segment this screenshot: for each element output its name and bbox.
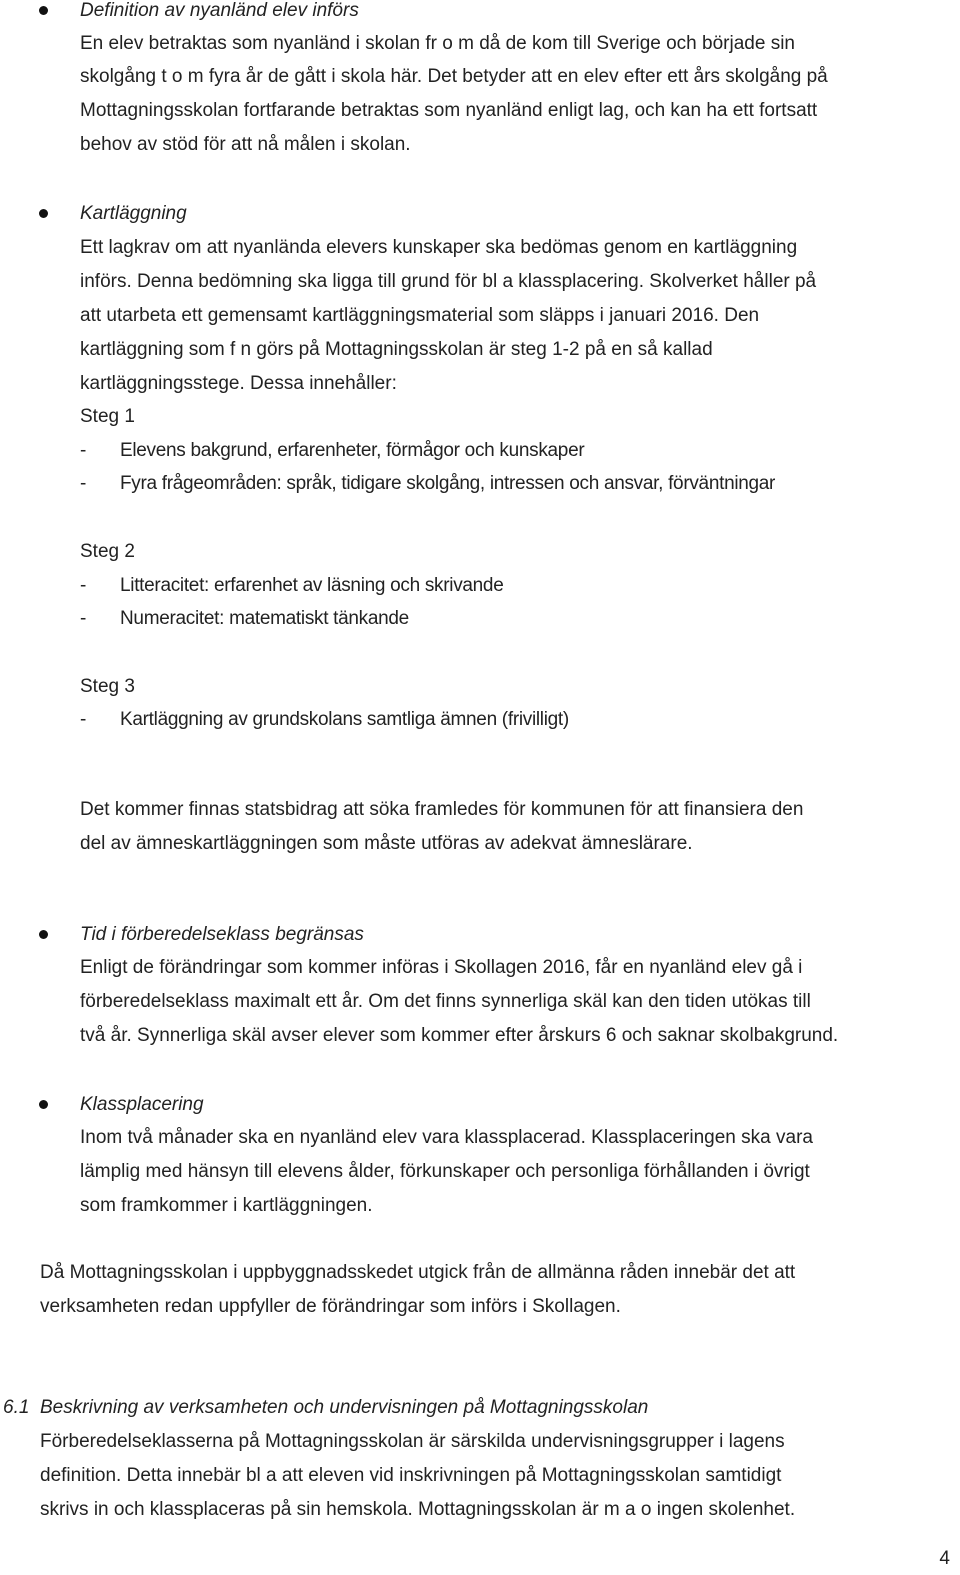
kartlaggning-line-4: kartläggning som f n görs på Mottagningsskolan är steg 1-2 på en så kallad <box>80 339 713 360</box>
definition-line-3: Mottagningsskolan fortfarande betraktas som nyanländ enligt lag, och kan ha ett fortsatt <box>80 100 818 121</box>
list-dash: - <box>80 440 87 461</box>
steg3-item-1: Kartläggning av grundskolans samtliga ämnen (frivilligt) <box>120 709 569 730</box>
steg3-title: Steg 3 <box>80 676 135 697</box>
tid-line-1: Enligt de förändringar som kommer införas i Skollagen 2016, får en nyanländ elev gå i <box>80 957 803 978</box>
bullet-icon <box>39 6 48 15</box>
bullet-icon <box>39 209 48 218</box>
kartlaggning-heading: Kartläggning <box>80 203 187 224</box>
list-dash: - <box>80 709 87 730</box>
tid-line-3: två år. Synnerliga skäl avser elever som kommer efter årskurs 6 och saknar skolbakgrund. <box>80 1025 839 1046</box>
steg1-item-2: Fyra frågeområden: språk, tidigare skolgång, intressen och ansvar, förväntningar <box>120 473 776 494</box>
conclusion-line-2: verksamheten redan uppfyller de förändringar som införs i Skollagen. <box>40 1296 621 1317</box>
section-number: 6.1 <box>3 1397 30 1418</box>
section61-line-1: Förberedelseklasserna på Mottagningsskolan är särskilda undervisningsgrupper i lagens <box>40 1431 785 1452</box>
tid-line-2: förberedelseklass maximalt ett år. Om det finns synnerliga skäl kan den tiden utökas till <box>80 991 811 1012</box>
definition-line-2: skolgång t o m fyra år de gått i skola här. Det betyder att en elev efter ett års skolgång på <box>80 66 828 87</box>
kartlaggning-line-3: att utarbeta ett gemensamt kartläggningsmaterial som släpps i januari 2016. Den <box>80 305 760 326</box>
steg2-item-1: Litteracitet: erfarenhet av läsning och skrivande <box>120 575 504 596</box>
definition-line-1: En elev betraktas som nyanländ i skolan fr o m då de kom till Sverige och började sin <box>80 33 795 54</box>
tid-heading: Tid i förberedelseklass begränsas <box>80 924 364 945</box>
steg2-item-2: Numeracitet: matematiskt tänkande <box>120 608 409 629</box>
kartlaggning-line-1: Ett lagkrav om att nyanlända elevers kunskaper ska bedömas genom en kartläggning <box>80 237 798 258</box>
steg1-item-1: Elevens bakgrund, erfarenheter, förmågor och kunskaper <box>120 440 585 461</box>
section-heading: Beskrivning av verksamheten och undervisningen på Mottagningsskolan <box>40 1397 649 1418</box>
section61-line-3: skrivs in och klassplaceras på sin hemskola. Mottagningsskolan är m a o ingen skolenhet. <box>40 1499 796 1520</box>
kartlaggning-line-5: kartläggningsstege. Dessa innehåller: <box>80 373 397 394</box>
definition-line-4: behov av stöd för att nå målen i skolan. <box>80 134 411 155</box>
list-dash: - <box>80 575 87 596</box>
kartlaggning-line-2: införs. Denna bedömning ska ligga till grund för bl a klassplacering. Skolverket håller på <box>80 271 817 292</box>
steg1-title: Steg 1 <box>80 406 135 427</box>
list-dash: - <box>80 608 87 629</box>
list-dash: - <box>80 473 87 494</box>
page-number: 4 <box>939 1548 950 1569</box>
statsbidrag-line-2: del av ämneskartläggningen som måste utföras av adekvat ämneslärare. <box>80 833 693 854</box>
statsbidrag-line-1: Det kommer finnas statsbidrag att söka framledes för kommunen för att finansiera den <box>80 799 804 820</box>
steg2-title: Steg 2 <box>80 541 135 562</box>
section61-line-2: definition. Detta innebär bl a att eleven vid inskrivningen på Mottagningsskolan samtidigt <box>40 1465 782 1486</box>
klassplacering-line-2: lämplig med hänsyn till elevens ålder, förkunskaper och personliga förhållanden i övrigt <box>80 1161 810 1182</box>
bullet-icon <box>39 1100 48 1109</box>
definition-heading: Definition av nyanländ elev införs <box>80 0 359 21</box>
klassplacering-heading: Klassplacering <box>80 1094 204 1115</box>
klassplacering-line-3: som framkommer i kartläggningen. <box>80 1195 373 1216</box>
bullet-icon <box>39 930 48 939</box>
conclusion-line-1: Då Mottagningsskolan i uppbyggnadsskedet utgick från de allmänna råden innebär det att <box>40 1262 796 1283</box>
klassplacering-line-1: Inom två månader ska en nyanländ elev vara klassplacerad. Klassplaceringen ska vara <box>80 1127 813 1148</box>
